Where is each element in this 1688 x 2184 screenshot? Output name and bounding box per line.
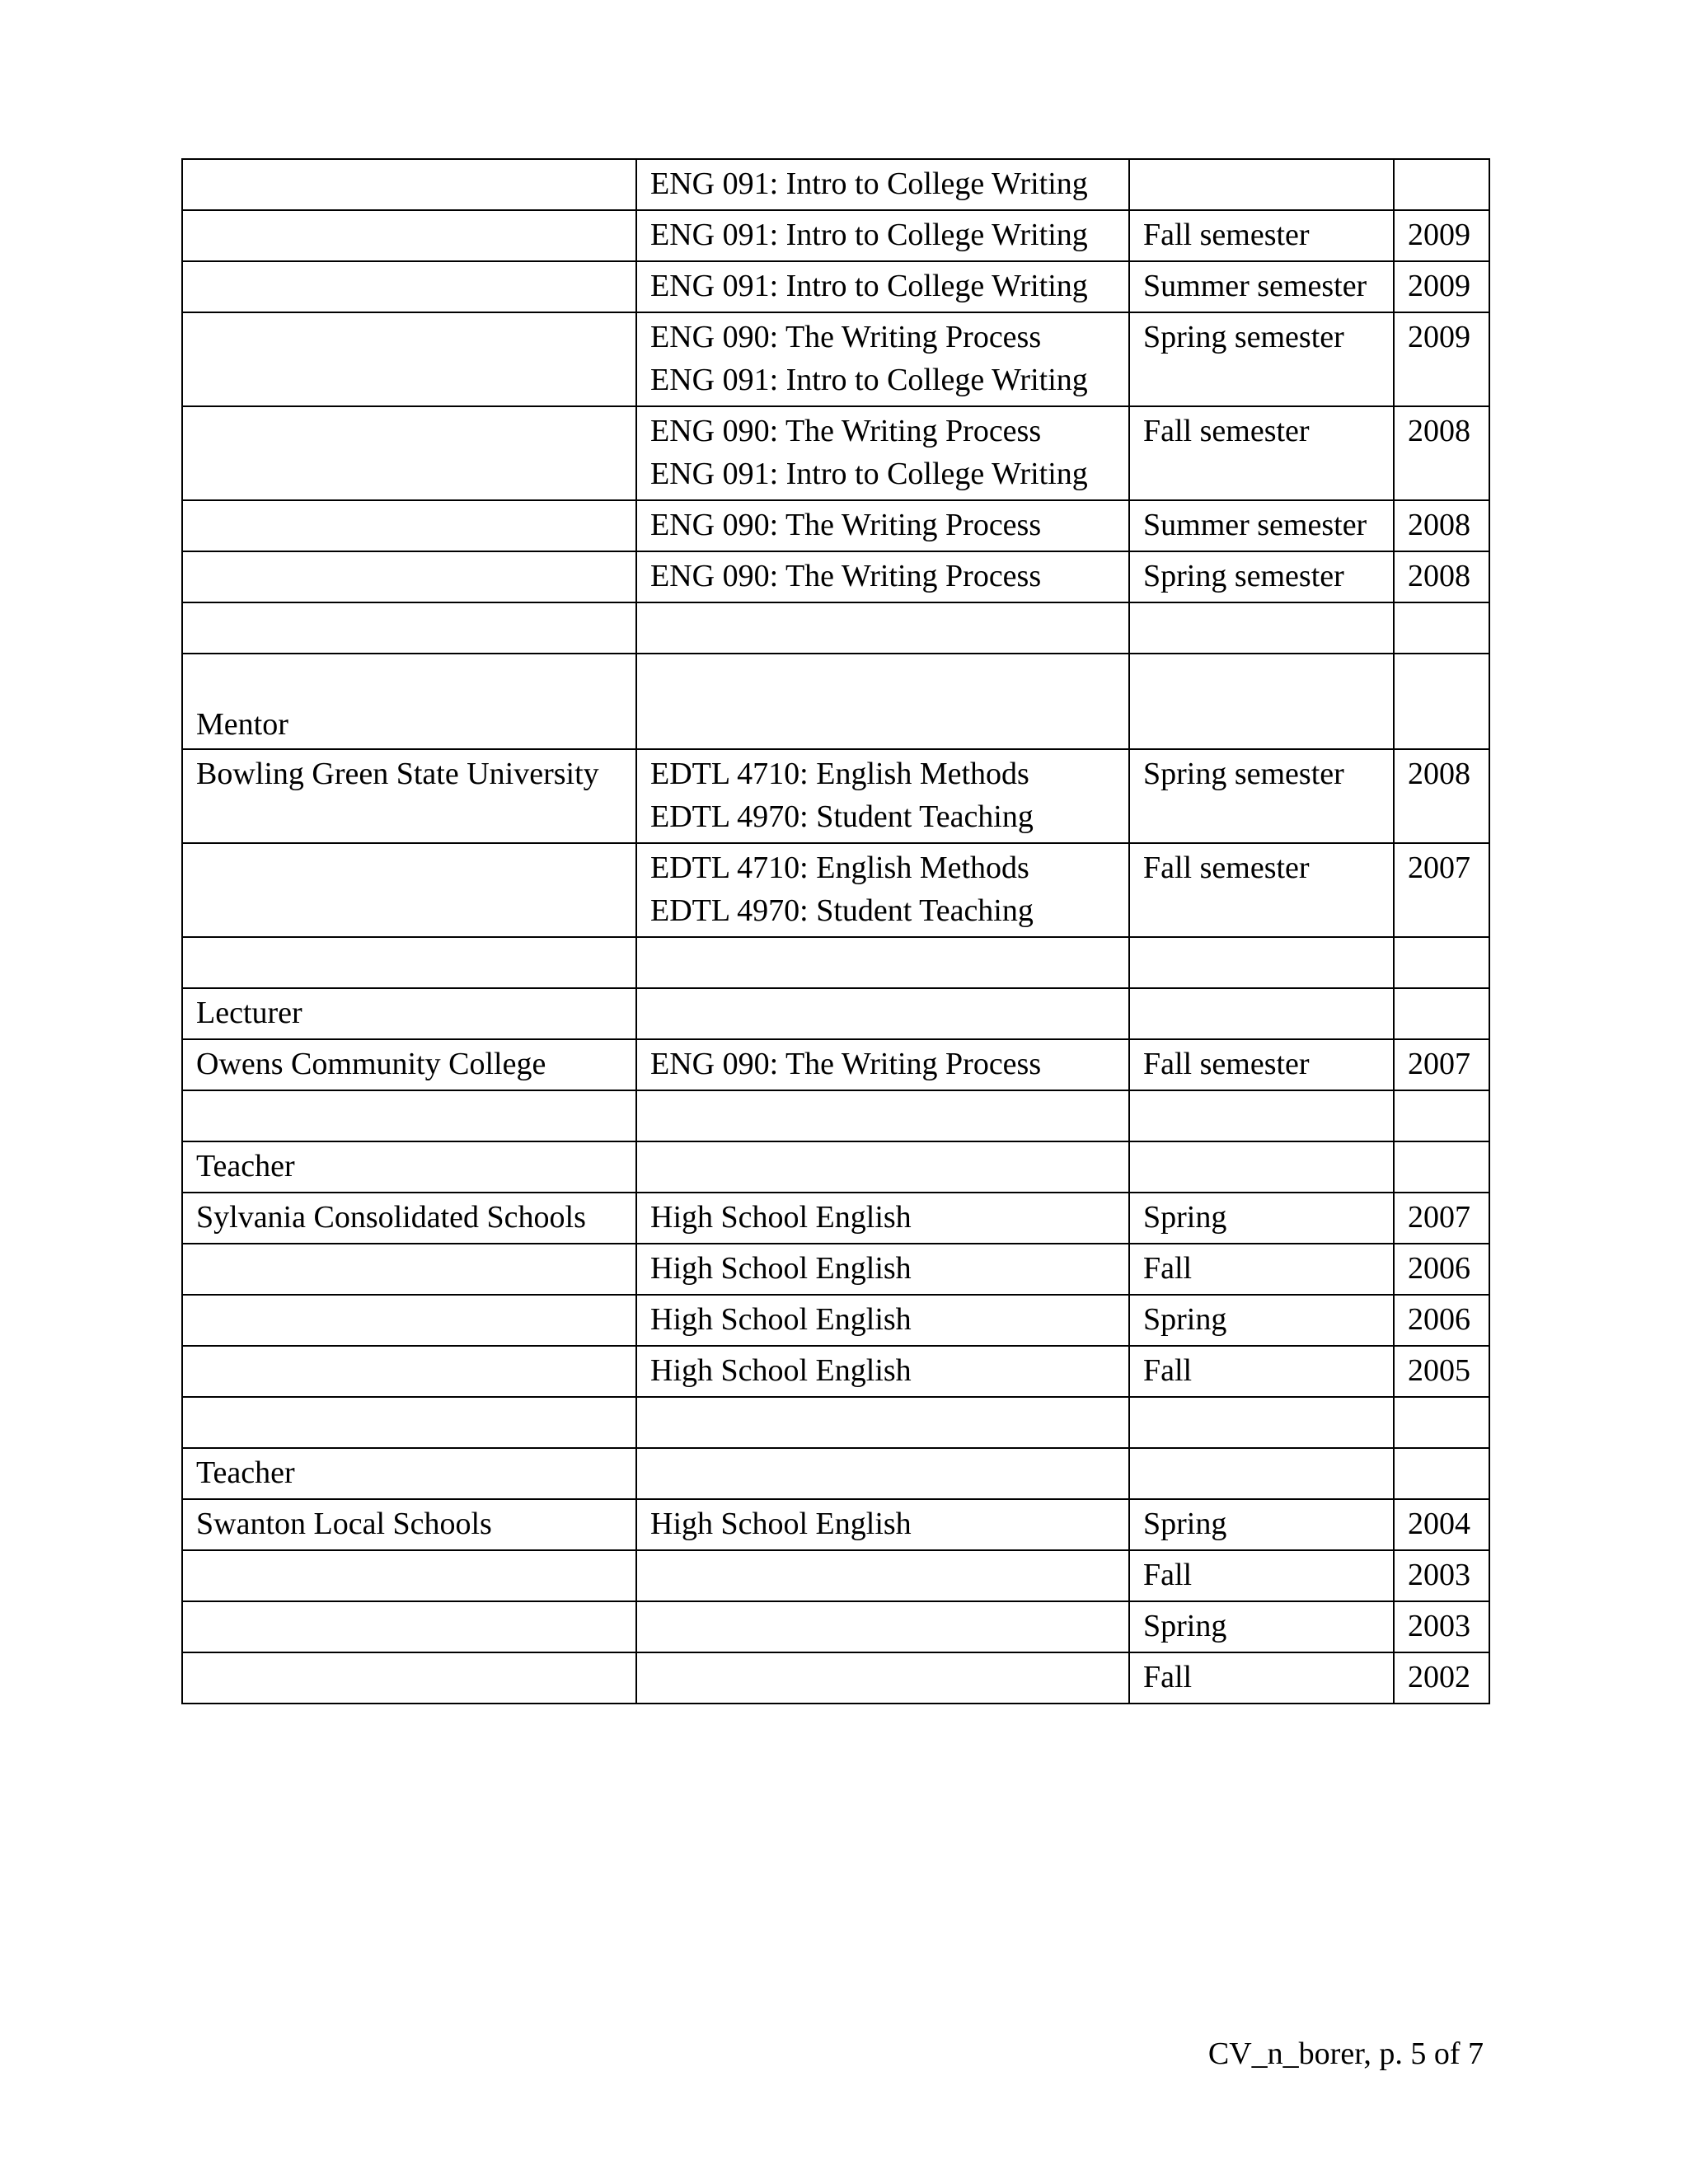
course-cell [636, 1499, 1129, 1550]
year-cell [1394, 1141, 1489, 1193]
institution-cell: Mentor [182, 654, 636, 749]
year-cell [1394, 1090, 1489, 1141]
term-cell: Summer semester [1129, 261, 1394, 312]
term-cell: Summer semester [1129, 500, 1394, 551]
institution-cell [182, 1295, 636, 1346]
term-cell [1129, 159, 1394, 210]
institution-cell: Bowling Green State University [182, 749, 636, 843]
course-name: ENG 091: Intro to College Writing [650, 218, 1088, 252]
year-cell [1394, 1397, 1489, 1448]
course-cell [636, 312, 1129, 406]
year-cell: 2008 [1394, 406, 1489, 500]
course-cell [636, 1141, 1129, 1193]
table-row [182, 1397, 1489, 1448]
year-cell [1394, 654, 1489, 749]
course-cell [636, 159, 1129, 210]
table-row [182, 551, 1489, 602]
year-cell: 2007 [1394, 1039, 1489, 1090]
course-cell [636, 749, 1129, 843]
course-cell [636, 1397, 1129, 1448]
term-cell: Fall [1129, 1550, 1394, 1601]
table-row [182, 261, 1489, 312]
course-cell [636, 261, 1129, 312]
course-cell [636, 843, 1129, 937]
institution-cell [182, 261, 636, 312]
institution-cell: Teacher [182, 1448, 636, 1499]
term-cell [1129, 654, 1394, 749]
page-footer: CV_n_borer, p. 5 of 7 [1207, 2036, 1484, 2071]
institution-cell [182, 602, 636, 654]
table-row [182, 1090, 1489, 1141]
table-row [182, 654, 1489, 749]
course-cell [636, 1193, 1129, 1244]
course-name: EDTL 4710: English Methods [650, 851, 1029, 885]
year-cell: 2007 [1394, 1193, 1489, 1244]
course-cell [636, 1244, 1129, 1295]
year-cell: 2007 [1394, 843, 1489, 937]
year-cell: 2008 [1394, 551, 1489, 602]
course-name: ENG 090: The Writing Process [650, 1047, 1042, 1081]
table-row [182, 1448, 1489, 1499]
institution-cell [182, 1244, 636, 1295]
table-row [182, 500, 1489, 551]
course-name: High School English [650, 1353, 912, 1388]
table-row [182, 159, 1489, 210]
table-row [182, 1550, 1489, 1601]
table-row [182, 937, 1489, 988]
institution-cell: Swanton Local Schools [182, 1499, 636, 1550]
table-row [182, 1141, 1489, 1193]
institution-cell: Owens Community College [182, 1039, 636, 1090]
term-cell: Fall semester [1129, 843, 1394, 937]
institution-cell [182, 1652, 636, 1704]
course-name: High School English [650, 1251, 912, 1286]
term-cell [1129, 602, 1394, 654]
teaching-history-table [181, 158, 1490, 1704]
institution-cell [182, 937, 636, 988]
course-name: ENG 090: The Writing Process [650, 320, 1042, 354]
institution-cell: Teacher [182, 1141, 636, 1193]
term-cell: Fall semester [1129, 406, 1394, 500]
course-cell [636, 654, 1129, 749]
term-cell [1129, 937, 1394, 988]
course-cell [636, 1448, 1129, 1499]
table-row [182, 210, 1489, 261]
year-cell: 2004 [1394, 1499, 1489, 1550]
course-name: EDTL 4970: Student Teaching [650, 893, 1034, 928]
table-row [182, 1039, 1489, 1090]
institution-cell [182, 406, 636, 500]
course-cell [636, 1039, 1129, 1090]
year-cell [1394, 988, 1489, 1039]
course-name: ENG 090: The Writing Process [650, 559, 1042, 593]
table-row [182, 988, 1489, 1039]
course-cell [636, 1346, 1129, 1397]
year-cell: 2002 [1394, 1652, 1489, 1704]
year-cell: 2003 [1394, 1550, 1489, 1601]
year-cell: 2006 [1394, 1244, 1489, 1295]
course-name: EDTL 4710: English Methods [650, 757, 1029, 791]
table-row [182, 602, 1489, 654]
course-name: EDTL 4970: Student Teaching [650, 799, 1034, 834]
course-cell [636, 1601, 1129, 1652]
course-name: High School English [650, 1200, 912, 1235]
year-cell: 2006 [1394, 1295, 1489, 1346]
course-cell [636, 1550, 1129, 1601]
term-cell: Spring [1129, 1499, 1394, 1550]
year-cell: 2009 [1394, 312, 1489, 406]
term-cell: Fall semester [1129, 210, 1394, 261]
table-row [182, 1244, 1489, 1295]
term-cell: Fall semester [1129, 1039, 1394, 1090]
institution-cell [182, 1090, 636, 1141]
course-name: ENG 091: Intro to College Writing [650, 269, 1088, 303]
year-cell: 2008 [1394, 749, 1489, 843]
course-cell [636, 500, 1129, 551]
year-cell: 2009 [1394, 210, 1489, 261]
table-row [182, 312, 1489, 406]
table-row [182, 406, 1489, 500]
term-cell [1129, 988, 1394, 1039]
course-cell [636, 406, 1129, 500]
institution-cell [182, 1601, 636, 1652]
term-cell [1129, 1090, 1394, 1141]
term-cell: Fall [1129, 1346, 1394, 1397]
course-cell [636, 988, 1129, 1039]
course-name: ENG 090: The Writing Process [650, 508, 1042, 542]
term-cell [1129, 1448, 1394, 1499]
course-cell [636, 210, 1129, 261]
institution-cell [182, 312, 636, 406]
course-cell [636, 1652, 1129, 1704]
table-row [182, 749, 1489, 843]
year-cell: 2005 [1394, 1346, 1489, 1397]
institution-cell [182, 500, 636, 551]
course-name: ENG 090: The Writing Process [650, 414, 1042, 448]
course-name: ENG 091: Intro to College Writing [650, 363, 1088, 397]
course-cell [636, 1295, 1129, 1346]
institution-cell [182, 1346, 636, 1397]
course-name: High School English [650, 1302, 912, 1337]
institution-cell: Sylvania Consolidated Schools [182, 1193, 636, 1244]
course-cell [636, 602, 1129, 654]
table-row [182, 1295, 1489, 1346]
institution-cell [182, 1397, 636, 1448]
term-cell [1129, 1397, 1394, 1448]
table-row [182, 843, 1489, 937]
year-cell: 2003 [1394, 1601, 1489, 1652]
year-cell [1394, 159, 1489, 210]
institution-cell [182, 210, 636, 261]
term-cell: Spring [1129, 1295, 1394, 1346]
term-cell: Spring [1129, 1193, 1394, 1244]
table-body [182, 159, 1489, 1704]
term-cell: Spring semester [1129, 312, 1394, 406]
table-row [182, 1652, 1489, 1704]
term-cell: Fall [1129, 1244, 1394, 1295]
institution-cell [182, 1550, 636, 1601]
year-cell [1394, 937, 1489, 988]
table-row [182, 1601, 1489, 1652]
course-cell [636, 937, 1129, 988]
table-row [182, 1346, 1489, 1397]
course-cell [636, 1090, 1129, 1141]
course-name: High School English [650, 1507, 912, 1541]
table-row [182, 1193, 1489, 1244]
term-cell: Fall [1129, 1652, 1394, 1704]
term-cell: Spring [1129, 1601, 1394, 1652]
table-row [182, 1499, 1489, 1550]
term-cell [1129, 1141, 1394, 1193]
year-cell: 2009 [1394, 261, 1489, 312]
course-name: ENG 091: Intro to College Writing [650, 457, 1088, 491]
year-cell: 2008 [1394, 500, 1489, 551]
course-name: ENG 091: Intro to College Writing [650, 166, 1088, 201]
institution-cell [182, 843, 636, 937]
year-cell [1394, 1448, 1489, 1499]
course-cell [636, 551, 1129, 602]
term-cell: Spring semester [1129, 551, 1394, 602]
institution-cell [182, 159, 636, 210]
institution-cell: Lecturer [182, 988, 636, 1039]
year-cell [1394, 602, 1489, 654]
term-cell: Spring semester [1129, 749, 1394, 843]
institution-cell [182, 551, 636, 602]
